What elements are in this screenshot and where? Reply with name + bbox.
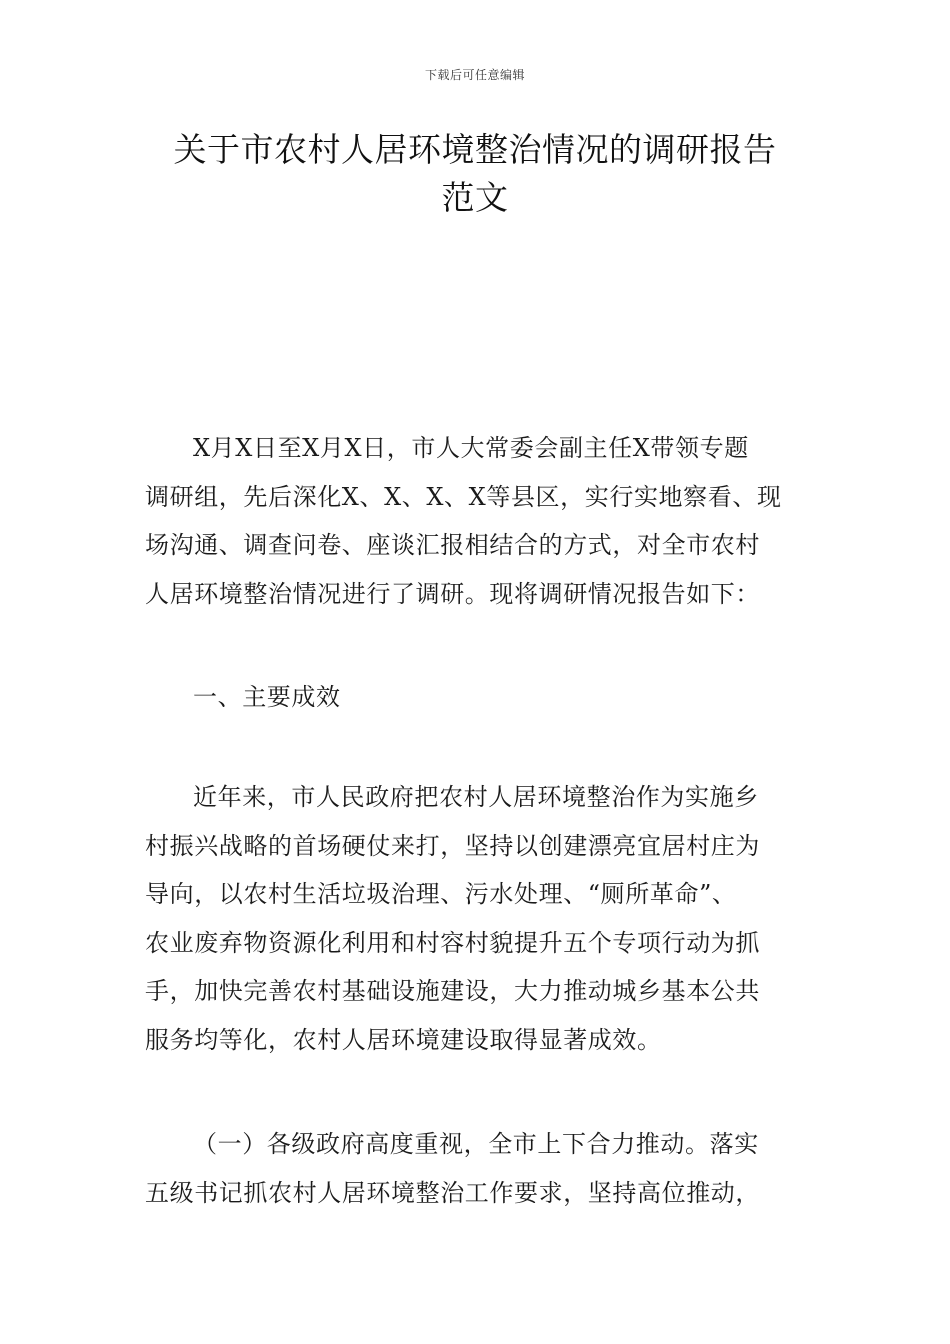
title-line-2: 范文 [441,178,509,217]
title-line-1: 关于市农村人居环境整治情况的调研报告 [173,130,777,169]
paragraph-line: 村振兴战略的首场硬仗来打，坚持以创建漂亮宜居村庄为 [145,831,760,860]
header-note: 下载后可任意编辑 [424,68,525,82]
intro-line: 人居环境整治情况进行了调研。现将调研情况报告如下： [145,579,760,608]
intro-line: 调研组，先后深化X、X、X、X等县区，实行实地察看、现 [145,482,782,511]
intro-line: 场沟通、调查问卷、座谈汇报相结合的方式，对全市农村 [145,531,760,559]
paragraph-line: 手，加快完善农村基础设施建设，大力推动城乡基本公共 [145,977,760,1005]
paragraph-line: 导向，以农村生活垃圾治理、污水处理、“厕所革命”、 [145,880,737,908]
intro-line: X月X日至X月X日，市人大常委会副主任X带领专题 [193,434,749,462]
section-heading-text: 一、主要成效 [193,683,341,711]
subsection-paragraph [145,1120,805,1217]
paragraph-line: 农业废弃物资源化利用和村容村貌提升五个专项行动为抓 [145,928,760,957]
paragraph-line: 五级书记抓农村人居环境整治工作要求，坚持高位推动， [145,1178,760,1207]
paragraph-line: 近年来，市人民政府把农村人居环境整治作为实施乡 [193,783,759,811]
intro-paragraph [145,424,805,618]
paragraph-line: 服务均等化，农村人居环境建设取得显著成效。 [145,1025,662,1054]
document-title [145,126,805,222]
paragraph-line: （一）各级政府高度重视，全市上下合力推动。落实 [193,1130,759,1158]
achievements-paragraph [145,773,805,1064]
section-heading [145,673,805,722]
